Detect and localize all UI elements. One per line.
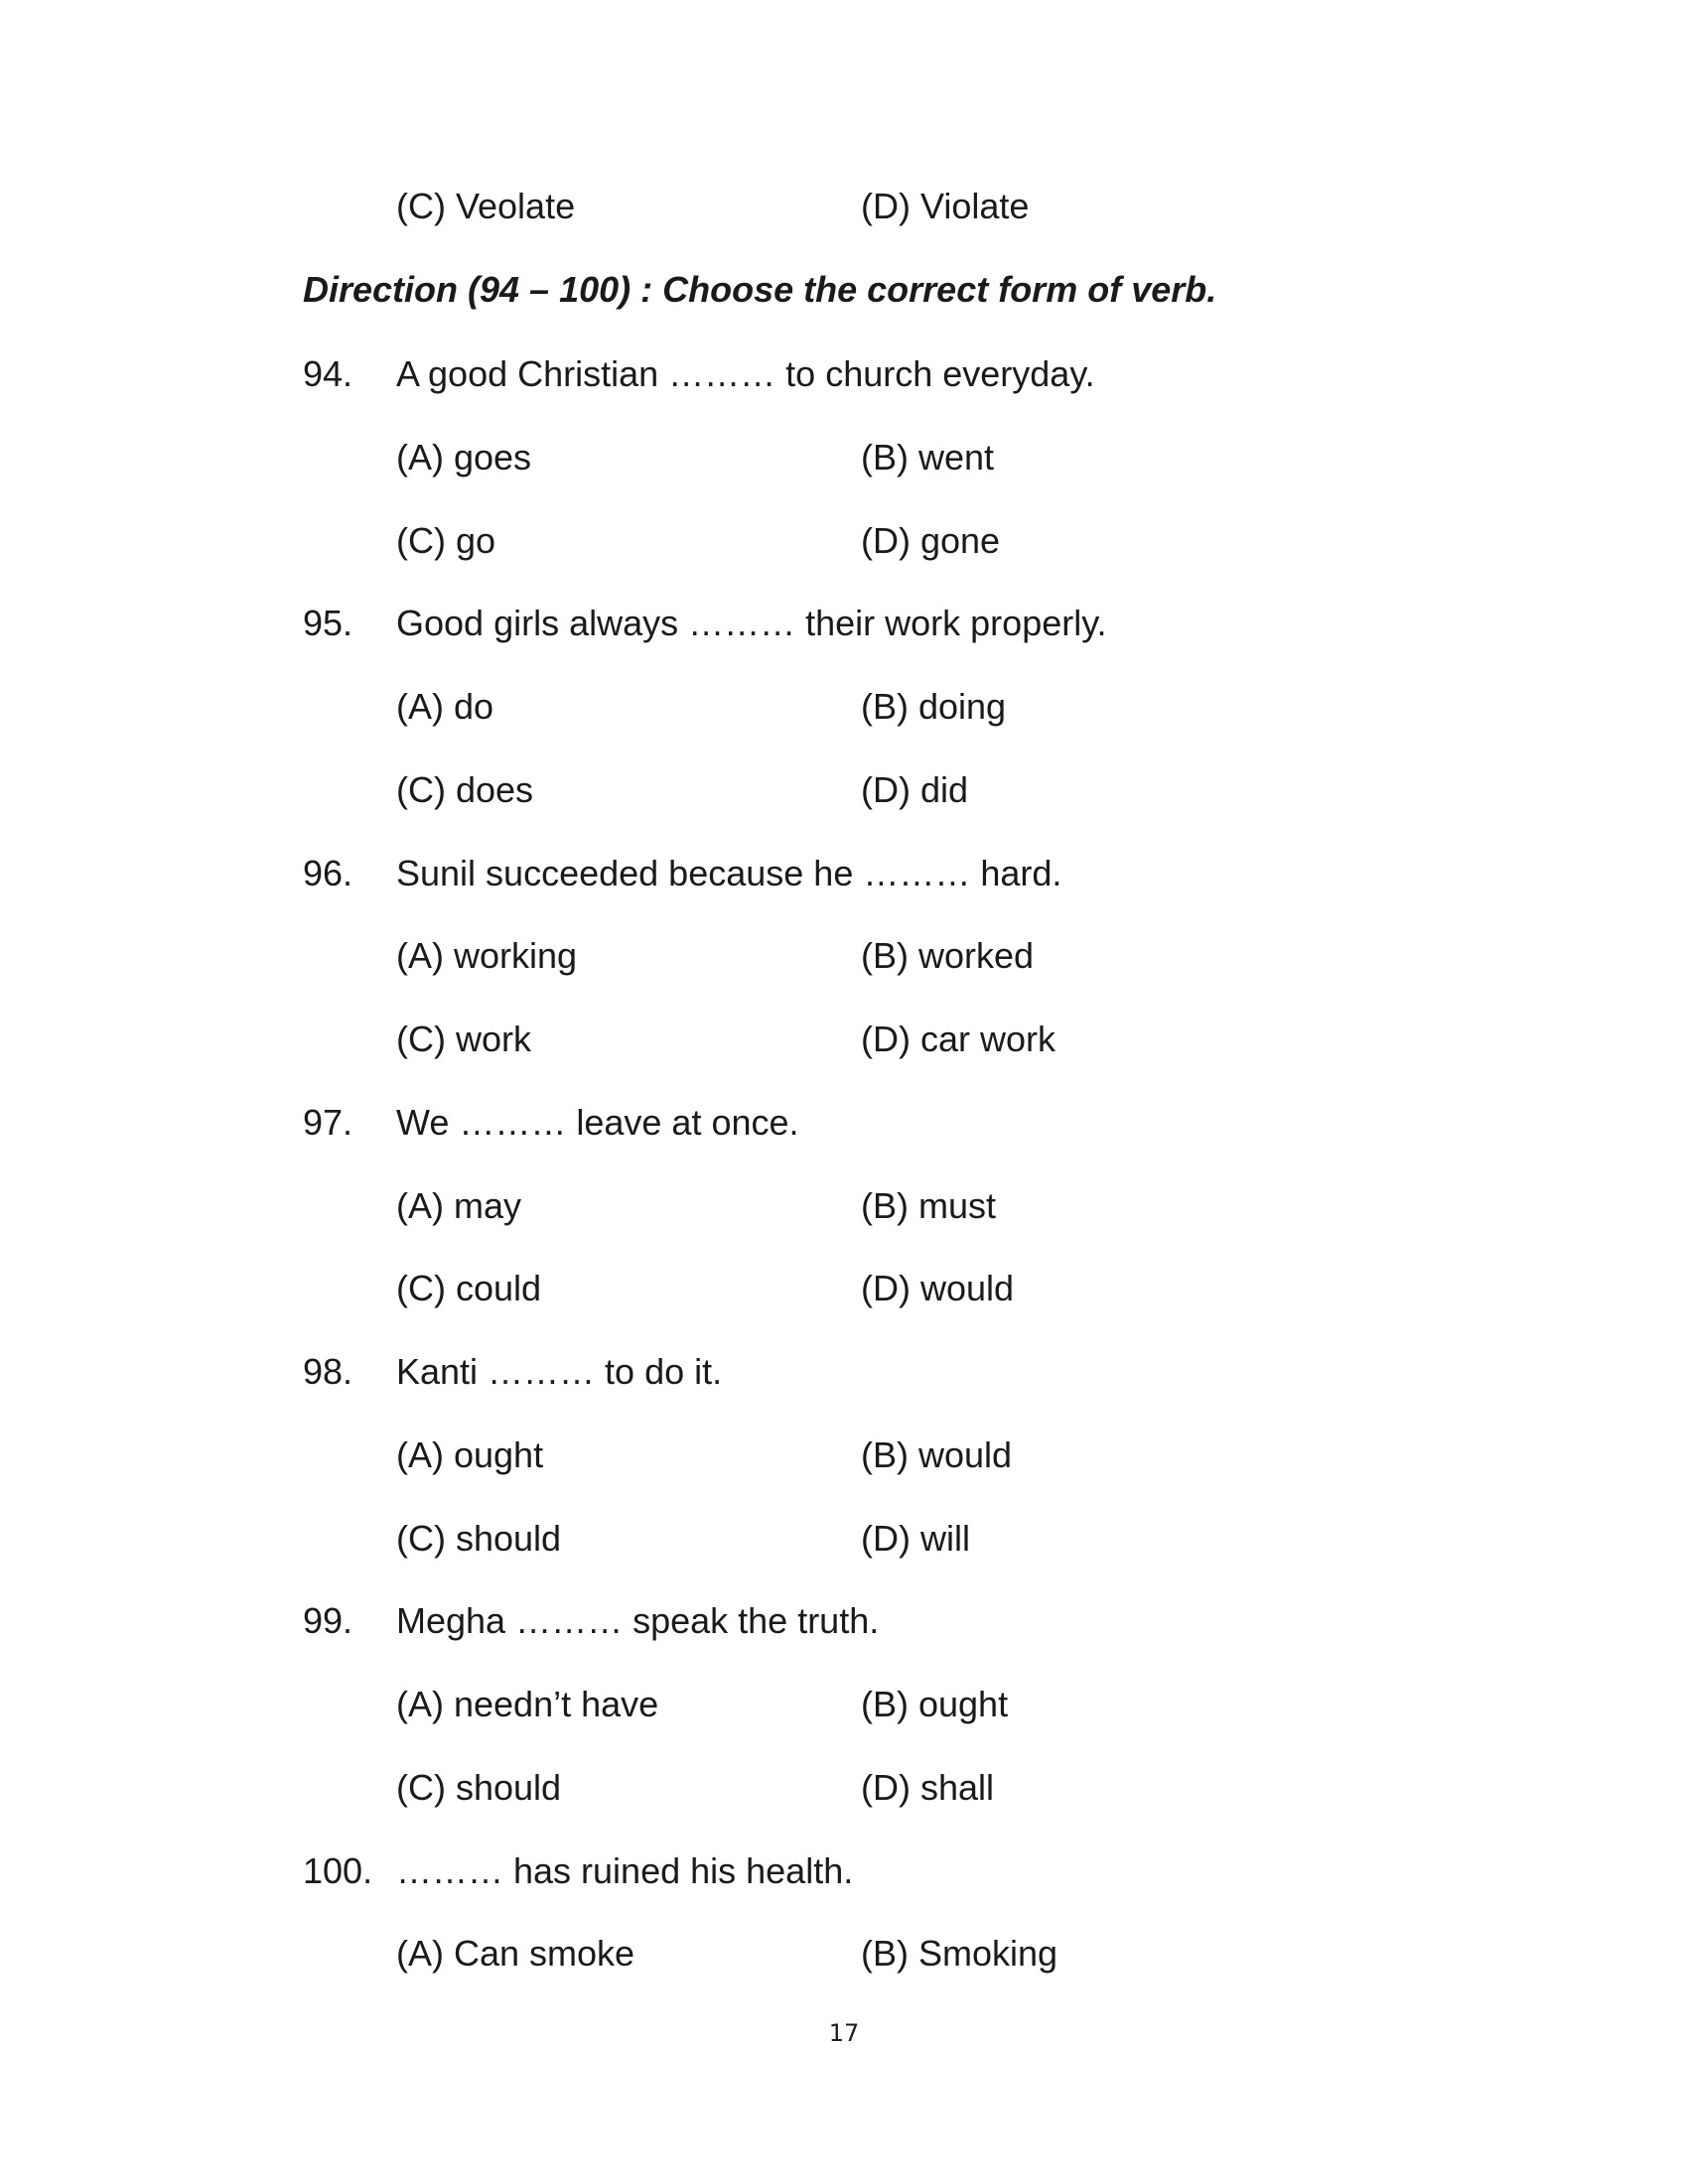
question-text: Sunil succeeded because he ……… hard. [396, 853, 1062, 893]
question-number: 98. [303, 1351, 353, 1392]
option-a: (A) needn’t have [396, 1684, 659, 1724]
option-d: (D) shall [861, 1767, 995, 1808]
option-b: (B) Smoking [861, 1933, 1058, 1974]
option-d: (D) car work [861, 1019, 1055, 1059]
option-c: (C) go [396, 520, 496, 561]
option-b: (B) doing [861, 686, 1007, 727]
option-c-carryover: (C) Veolate [396, 186, 576, 226]
option-a: (A) Can smoke [396, 1933, 635, 1974]
option-a: (A) may [396, 1185, 521, 1226]
option-b: (B) would [861, 1434, 1013, 1475]
option-c: (C) does [396, 769, 534, 810]
option-a: (A) ought [396, 1434, 544, 1475]
question-number: 97. [303, 1102, 353, 1143]
option-a: (A) goes [396, 437, 532, 478]
question-text: We ……… leave at once. [396, 1102, 799, 1143]
option-c: (C) could [396, 1268, 542, 1308]
option-d: (D) gone [861, 520, 1001, 561]
question-number: 99. [303, 1600, 353, 1641]
option-b: (B) went [861, 437, 995, 478]
option-a: (A) do [396, 686, 494, 727]
page-number: 17 [828, 2019, 860, 2047]
question-text: ……… has ruined his health. [396, 1850, 854, 1891]
option-b: (B) must [861, 1185, 997, 1226]
question-number: 95. [303, 603, 353, 643]
question-text: Kanti ……… to do it. [396, 1351, 723, 1392]
option-a: (A) working [396, 935, 578, 976]
option-d: (D) would [861, 1268, 1015, 1308]
option-c: (C) should [396, 1518, 562, 1559]
option-b: (B) ought [861, 1684, 1009, 1724]
question-text: Good girls always ……… their work properly. [396, 603, 1107, 643]
option-b: (B) worked [861, 935, 1035, 976]
question-text: Megha ……… speak the truth. [396, 1600, 880, 1641]
option-d: (D) did [861, 769, 969, 810]
direction-heading: Direction (94 – 100) : Choose the correct form of verb. [303, 269, 1217, 310]
option-d: (D) will [861, 1518, 970, 1559]
question-number: 96. [303, 853, 353, 893]
option-d-carryover: (D) Violate [861, 186, 1030, 226]
question-text: A good Christian ……… to church everyday. [396, 353, 1095, 394]
option-c: (C) work [396, 1019, 531, 1059]
question-number: 94. [303, 353, 353, 394]
question-number: 100. [303, 1850, 373, 1891]
option-c: (C) should [396, 1767, 562, 1808]
